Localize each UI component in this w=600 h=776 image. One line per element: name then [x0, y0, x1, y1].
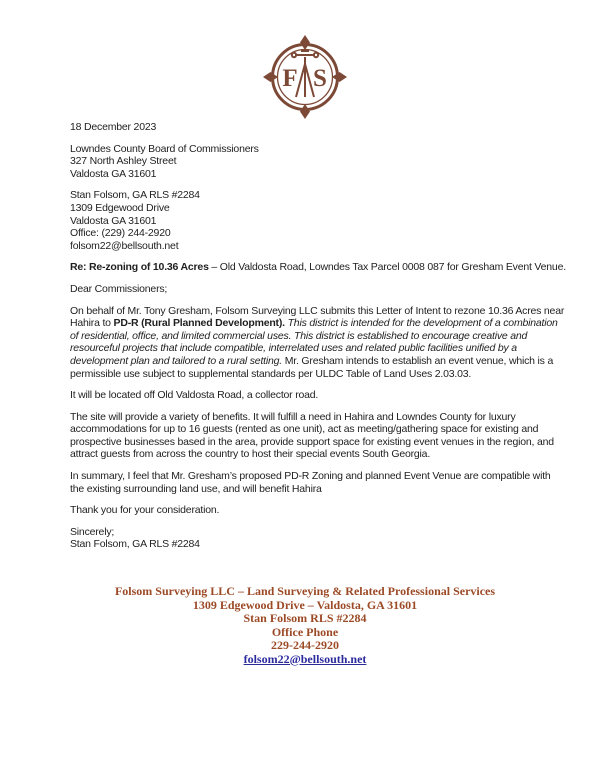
footer-name-line: Stan Folsom RLS #2284	[243, 611, 367, 625]
surveyor-emblem-icon	[261, 33, 349, 121]
signature: Stan Folsom, GA RLS #2284	[70, 538, 200, 551]
footer-company-line: Folsom Surveying LLC – Land Surveying & Related Professional Services	[114, 584, 496, 598]
letter-body	[70, 121, 567, 560]
district-definition-italic: This district is intended for the development of a combination of residential, office, and limited commercial uses. This district is established to encourage creative and resourceful projects that include compatible, interrelated uses and related public facilities unified by a development plan and tailored to a rural setting.	[70, 317, 558, 367]
recipient-line: 327 North Ashley Street	[70, 155, 177, 168]
sender-line: 1309 Edgewood Drive	[70, 201, 170, 214]
paragraph-intent	[70, 305, 567, 381]
sender-line: Office: (229) 244-2920	[70, 227, 171, 240]
folsom-surveying-logo-icon	[261, 33, 349, 121]
recipient-line: Lowndes County Board of Commissioners	[70, 142, 259, 155]
footer-phone-label: Office Phone	[271, 624, 339, 639]
paragraph-benefits: The site will provide a variety of benefits. It will fulfill a need in Hahira and Lowndes County for luxury accommodations for up to 16 guests (rented as one unit), act as meeting/gathering space for existing and prospective businesses based in the area, provide support space for existing event venues in the region, and attract guests from across the country to host their special events South Georgia.	[70, 410, 554, 461]
closing: Sincerely;	[70, 525, 115, 538]
recipient-address	[70, 143, 567, 181]
paragraph-thanks: Thank you for your consideration.	[70, 504, 220, 517]
recipient-line: Valdosta GA 31601	[70, 167, 157, 180]
zoning-district-bold: PD-R (Rural Planned Development).	[113, 317, 288, 330]
paragraph-summary: In summary, I feel that Mr. Gresham’s proposed PD-R Zoning and planned Event Venue are compatible with the existing surrounding land use, and will benefit Hahira	[70, 470, 551, 495]
sender-email: folsom22@bellsouth.net	[70, 239, 179, 252]
salutation: Dear Commissioners;	[70, 282, 168, 295]
letter-date: 18 December 2023	[70, 121, 157, 133]
footer-address-line: 1309 Edgewood Drive – Valdosta, GA 31601	[192, 597, 418, 612]
subject-rest: – Old Valdosta Road, Lowndes Tax Parcel 0008 087 for Gresham Event Venue.	[208, 261, 566, 274]
sender-address	[70, 189, 567, 252]
footer-phone-number: 229-244-2920	[271, 638, 339, 652]
subject-line	[70, 261, 567, 274]
letterhead-footer	[5, 585, 600, 666]
paragraph-location: It will be located off Old Valdosta Road, a collector road.	[70, 389, 319, 402]
sender-line: Valdosta GA 31601	[70, 214, 157, 227]
footer-email-link[interactable]: folsom22@bellsouth.net	[243, 651, 367, 666]
footer-email	[5, 653, 600, 667]
svg-text:F: F	[282, 65, 298, 92]
svg-text:S: S	[313, 65, 327, 92]
sender-line: Stan Folsom, GA RLS #2284	[70, 189, 200, 202]
subject-emphasis: Re: Re-zoning of 10.36 Acres	[70, 261, 209, 274]
intent-text: On behalf of Mr. Tony Gresham, Folsom Surveying LLC submits this Letter of Intent to rezone 10.36 Acres near Hahira to	[70, 304, 565, 330]
intent-text-cont: Mr. Gresham intends to establish an event venue, which is a permissible use subject to supplemental standards per ULDC Table of Land Uses 2.03.03.	[70, 354, 554, 380]
